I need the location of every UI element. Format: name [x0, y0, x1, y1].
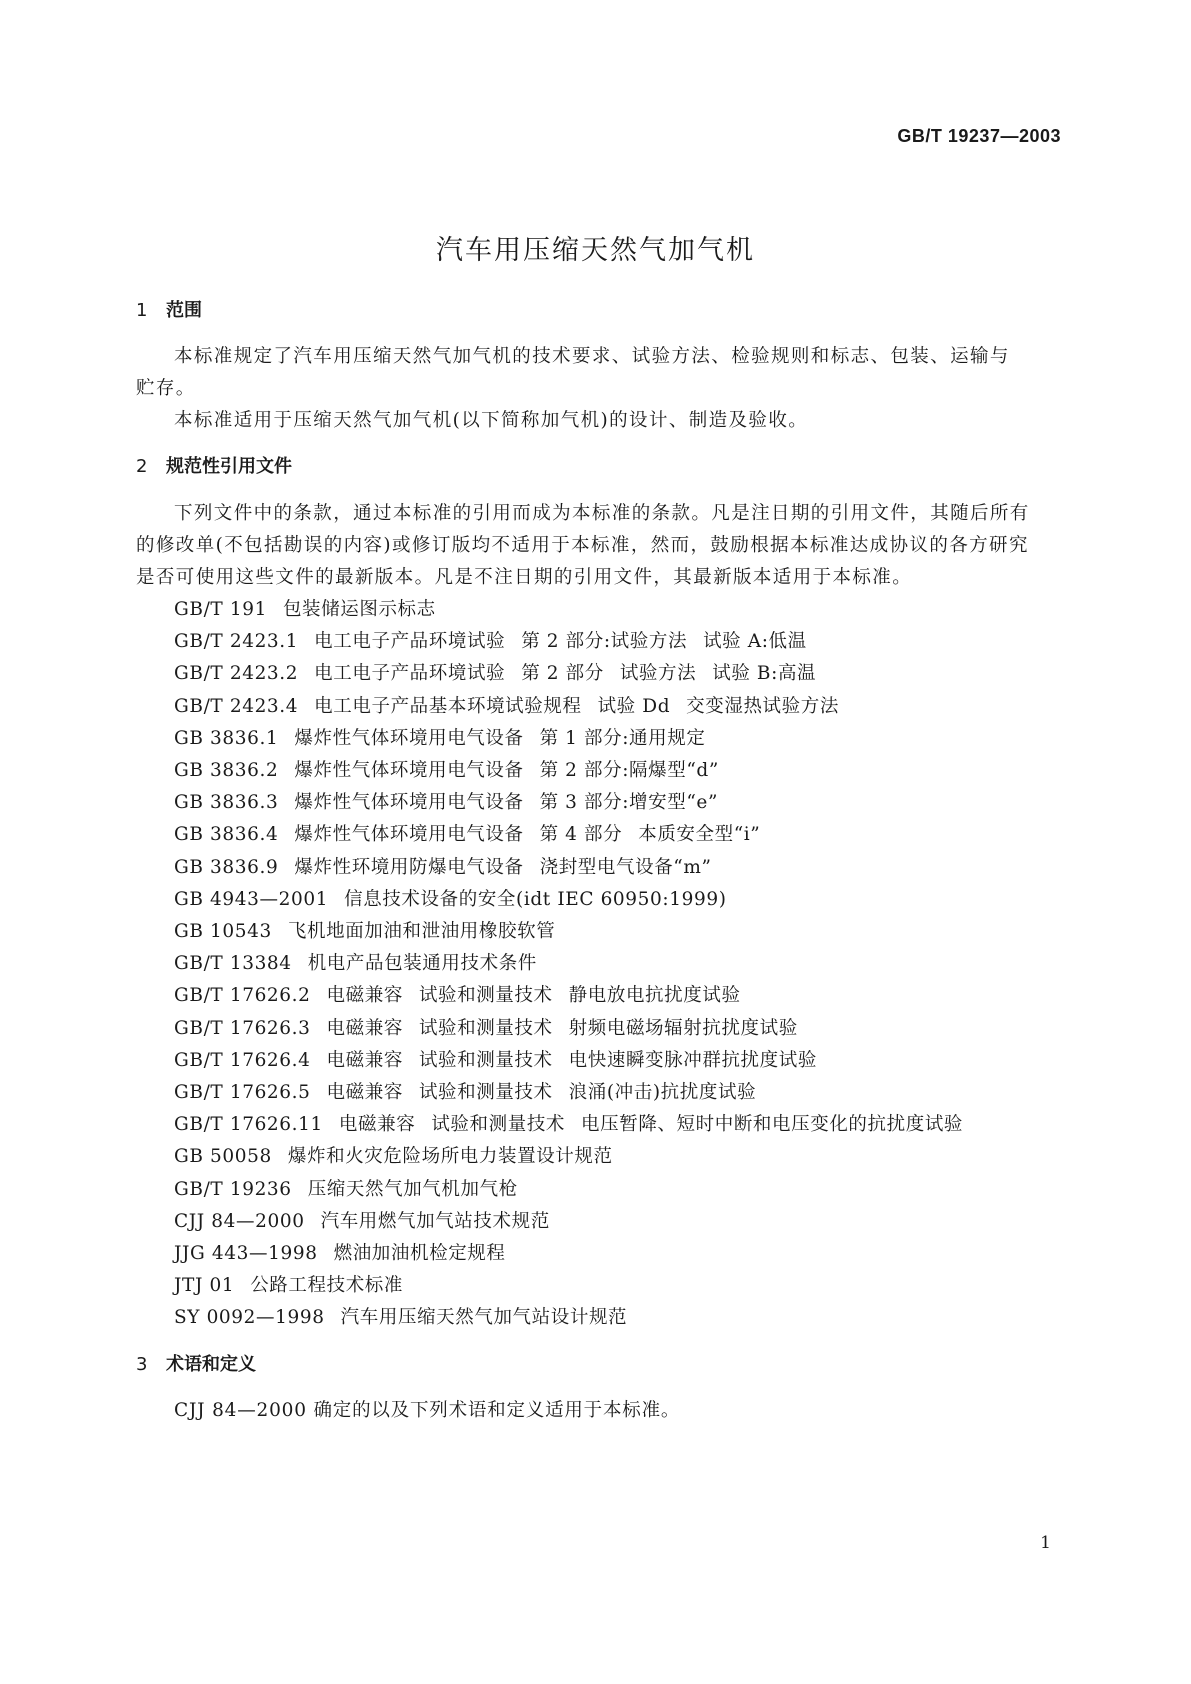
reference-title-part: 射频电磁场辐射抗扰度试验	[568, 1017, 798, 1039]
reference-title-part: 第 4 部分	[539, 824, 623, 846]
reference-title-part: 浪涌(冲击)抗扰度试验	[568, 1082, 757, 1103]
reference-title-part: 公路工程技术标准	[250, 1275, 404, 1297]
reference-item	[174, 1178, 534, 1200]
reference-item	[174, 1049, 833, 1071]
reference-title-part: 第 1 部分:通用规定	[539, 727, 706, 749]
reference-code: GB 10543	[174, 921, 272, 942]
reference-code: GB/T 2423.1	[174, 631, 299, 653]
reference-code: GB 3836.2	[174, 760, 279, 781]
section-3-paragraph: CJJ 84—2000 确定的以及下列术语和定义适用于本标准。	[174, 1400, 681, 1421]
reference-item	[174, 633, 823, 652]
reference-code: GB/T 17626.5	[174, 1082, 311, 1103]
reference-item	[174, 955, 553, 974]
reference-title-part: 电磁兼容	[326, 1017, 403, 1039]
reference-title-part: 第 3 部分:增安型“e”	[539, 792, 719, 814]
reference-title-part: 爆炸性气体环境用电气设备	[294, 824, 524, 846]
reference-title-part: 交变湿热试验方法	[686, 695, 839, 717]
reference-code: GB 3836.4	[174, 824, 279, 846]
reference-title-part: 电磁兼容	[326, 985, 403, 1007]
reference-item	[174, 727, 721, 749]
reference-code: JJG 443—1998	[174, 1243, 318, 1264]
section-2-intro-line: 的修改单(不包括勘误的内容)或修订版均不适用于本标准，然而，鼓励根据本标准达成协议的各方研究	[136, 535, 1029, 556]
reference-title-part: 爆炸性气体环境用电气设备	[294, 792, 524, 814]
reference-title-part: 第 2 部分:试验方法	[521, 631, 688, 653]
reference-title-part: 试验 A:低温	[703, 631, 807, 653]
section-title: 范围	[166, 300, 202, 321]
section-number: 1	[136, 300, 148, 321]
reference-item	[174, 1210, 566, 1232]
reference-item	[174, 856, 728, 878]
reference-title-part: 信息技术设备的安全(idt IEC 60950:1999)	[344, 888, 727, 910]
reference-title-part: 试验 Dd	[597, 695, 671, 717]
reference-code: CJJ 84—2000	[174, 1210, 305, 1232]
reference-title-part: 压缩天然气加气机加气枪	[307, 1178, 518, 1200]
section-1-paragraph-line: 本标准规定了汽车用压缩天然气加气机的技术要求、试验方法、检验规则和标志、包装、运输与	[174, 346, 1010, 367]
reference-title-part: 试验和测量技术	[418, 1017, 553, 1039]
reference-item	[174, 1309, 643, 1328]
reference-title-part: 飞机地面加油和泄油用橡胶软管	[287, 921, 556, 942]
reference-title-part: 电磁兼容	[338, 1114, 416, 1136]
standard-code: GB/T 19237—2003	[897, 126, 1061, 146]
reference-code: GB/T 17626.4	[174, 1049, 311, 1071]
reference-code: JTJ 01	[174, 1275, 235, 1297]
reference-item	[174, 794, 734, 813]
reference-code: GB 3836.1	[174, 727, 279, 749]
reference-code: GB/T 13384	[174, 953, 292, 975]
reference-title-part: 汽车用燃气加气站技术规范	[320, 1210, 550, 1232]
reference-item	[174, 1245, 522, 1264]
section-title: 术语和定义	[166, 1354, 256, 1375]
reference-title-part: 电工电子产品环境试验	[314, 631, 506, 653]
reference-code: GB/T 19236	[174, 1178, 292, 1200]
reference-title-part: 浇封型电气设备“m”	[539, 856, 712, 878]
reference-item	[174, 1084, 772, 1103]
reference-item	[174, 601, 452, 620]
reference-code: GB/T 2423.2	[174, 663, 299, 685]
reference-title-part: 机电产品包装通用技术条件	[307, 953, 537, 975]
section-2-intro-line: 是否可使用这些文件的最新版本。凡是不注日期的引用文件，其最新版本适用于本标准。	[136, 567, 913, 588]
reference-code: GB/T 2423.4	[174, 695, 299, 717]
reference-title-part: 第 2 部分	[521, 663, 604, 685]
reference-title-part: 静电放电抗扰度试验	[568, 985, 741, 1007]
reference-code: SY 0092—1998	[174, 1307, 325, 1329]
document-title: 汽车用压缩天然气加气机	[436, 235, 755, 266]
reference-title-part: 燃油加油机检定规程	[333, 1243, 506, 1264]
reference-title-part: 电磁兼容	[326, 1082, 403, 1103]
reference-title-part: 试验方法	[619, 663, 697, 685]
reference-item	[174, 826, 776, 845]
reference-code: GB 50058	[174, 1146, 272, 1168]
reference-item	[174, 888, 743, 910]
section-1-paragraph: 本标准适用于压缩天然气加气机(以下简称加气机)的设计、制造及验收。	[174, 410, 809, 431]
reference-item	[174, 1116, 979, 1135]
reference-item	[174, 1277, 419, 1296]
reference-title-part: 电工电子产品环境试验	[314, 663, 506, 685]
reference-title-part: 试验和测量技术	[418, 985, 553, 1007]
section-3-heading	[136, 1356, 256, 1374]
reference-code: GB 4943—2001	[174, 888, 329, 910]
reference-item	[174, 1017, 814, 1039]
reference-item	[174, 1148, 629, 1167]
reference-title-part: 第 2 部分:隔爆型“d”	[539, 760, 719, 781]
reference-title-part: 试验和测量技术	[431, 1114, 566, 1136]
section-1-heading	[136, 302, 202, 320]
reference-title-part: 试验和测量技术	[418, 1049, 553, 1071]
reference-title-part: 本质安全型“i”	[638, 824, 761, 846]
reference-item	[174, 695, 855, 717]
reference-code: GB/T 191	[174, 599, 267, 620]
reference-title-part: 汽车用压缩天然气加气站设计规范	[340, 1307, 628, 1329]
section-2-heading	[136, 458, 292, 476]
reference-title-part: 爆炸性气体环境用电气设备	[294, 760, 524, 781]
reference-title-part: 电磁兼容	[326, 1049, 403, 1071]
reference-code: GB 3836.9	[174, 856, 279, 878]
section-title: 规范性引用文件	[166, 456, 292, 477]
reference-title-part: 包装储运图示标志	[282, 599, 436, 620]
section-2-intro-line: 下列文件中的条款，通过本标准的引用而成为本标准的条款。凡是注日期的引用文件，其随后所有	[174, 503, 1030, 524]
reference-code: GB/T 17626.2	[174, 985, 311, 1007]
reference-title-part: 电压暂降、短时中断和电压变化的抗扰度试验	[581, 1114, 964, 1136]
reference-item	[174, 665, 832, 684]
section-number: 2	[136, 456, 148, 477]
section-1-paragraph-line: 贮存。	[136, 378, 196, 399]
reference-item	[174, 762, 735, 781]
reference-title-part: 电快速瞬变脉冲群抗扰度试验	[568, 1049, 817, 1071]
reference-code: GB 3836.3	[174, 792, 279, 814]
reference-item	[174, 923, 571, 942]
reference-title-part: 爆炸和火灾危险场所电力装置设计规范	[287, 1146, 613, 1168]
page-number: 1	[1040, 1533, 1051, 1553]
reference-code: GB/T 17626.11	[174, 1114, 323, 1136]
reference-code: GB/T 17626.3	[174, 1017, 311, 1039]
reference-title-part: 爆炸性气体环境用电气设备	[294, 727, 524, 749]
reference-title-part: 爆炸性环境用防爆电气设备	[294, 856, 524, 878]
reference-title-part: 试验和测量技术	[418, 1082, 553, 1103]
reference-item	[174, 987, 757, 1006]
reference-title-part: 电工电子产品基本环境试验规程	[314, 695, 582, 717]
section-number: 3	[136, 1354, 148, 1375]
reference-title-part: 试验 B:高温	[712, 663, 817, 685]
